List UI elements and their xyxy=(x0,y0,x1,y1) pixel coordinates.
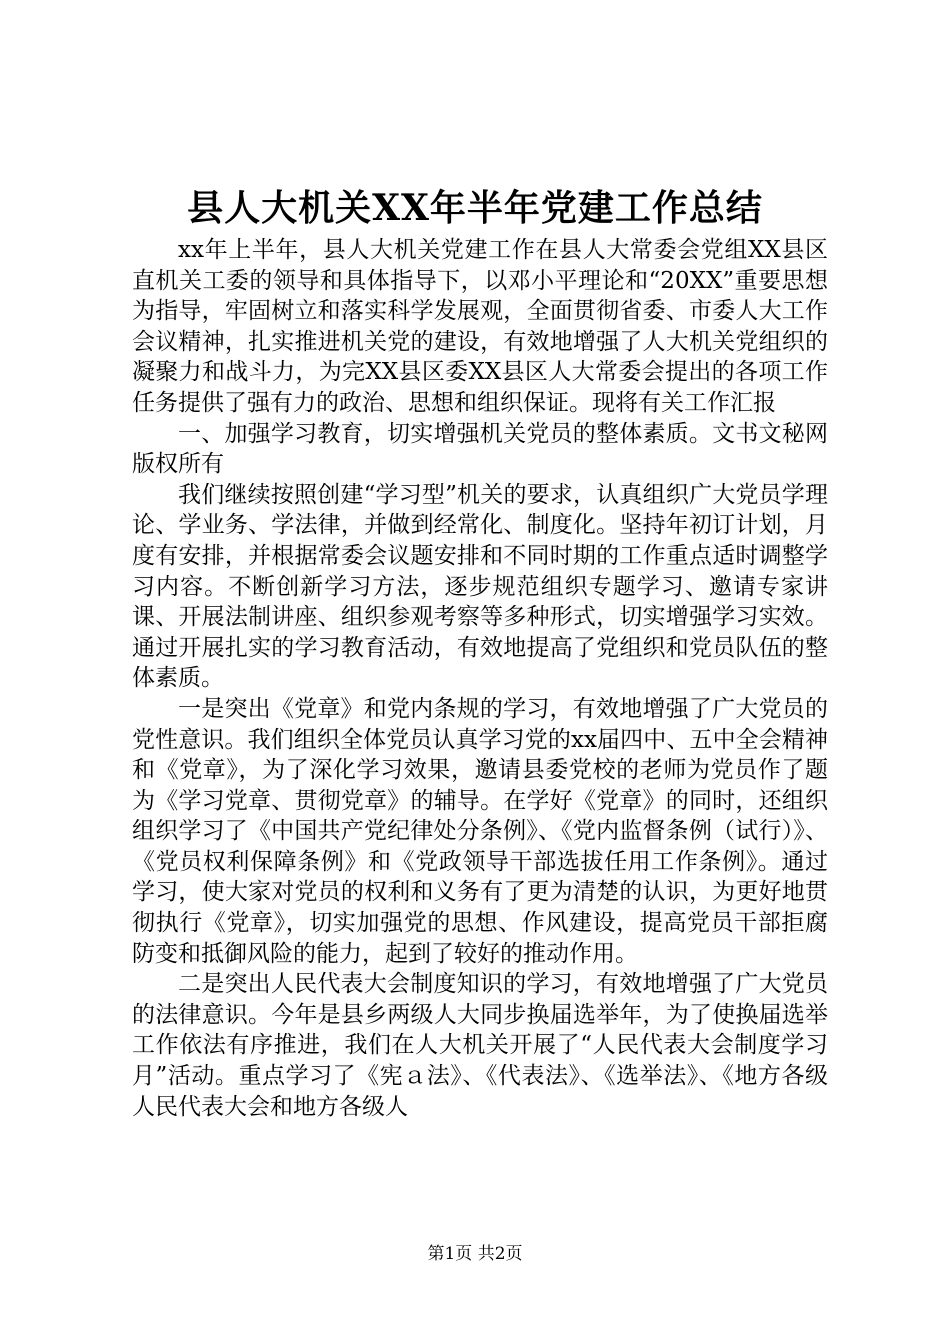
page-number-footer: 第1页 共2页 xyxy=(427,1244,523,1264)
document-body xyxy=(132,235,828,1122)
paragraph-section-heading: 一、加强学习教育，切实增强机关党员的整体素质。文书文秘网版权所有 xyxy=(132,420,828,478)
paragraph-party-charter-study: 一是突出《党章》和党内条规的学习，有效地增强了广大党员的党性意识。我们组织全体党员认真学习党的xx届四中、五中全会精神和《党章》，为了深化学习效果，邀请县委党校的老师为党员作了题为《学习党章、贯彻党章》的辅导。在学好《党章》的同时，还组织组织学习了《中国共产党纪律处分条例》、《党内监督条例（试行）》、《党员权利保障条例》和《党政领导干部选拔任用工作条例》。通过学习，使大家对党员的权利和义务有了更为清楚的认识，为更好地贯彻执行《党章》，切实加强党的思想、作风建设，提高党员干部拒腐防变和抵御风险的能力，起到了较好的推动作用。 xyxy=(132,695,828,967)
document-title: 县人大机关XX年半年党建工作总结 xyxy=(187,187,763,229)
paragraph-intro: xx年上半年，县人大机关党建工作在县人大常委会党组XX县区直机关工委的领导和具体指导下，以邓小平理论和“20XX”重要思想为指导，牢固树立和落实科学发展观，全面贯彻省委、市委人大工作会议精神，扎实推进机关党的建设，有效地增强了人大机关党组织的凝聚力和战斗力，为完XX县区委XX县区人大常委会提出的各项工作任务提供了强有力的政治、思想和组织保证。现将有关工作汇报 xyxy=(132,237,828,416)
paragraph-congress-system-study: 二是突出人民代表大会制度知识的学习，有效地增强了广大党员的法律意识。今年是县乡两级人大同步换届选举年，为了使换届选举工作依法有序推进，我们在人大机关开展了“人民代表大会制度学习月”活动。重点学习了《宪ａ法》、《代表法》、《选举法》、《地方各级人民代表大会和地方各级人 xyxy=(132,971,828,1120)
paragraph-study-overview: 我们继续按照创建“学习型”机关的要求，认真组织广大党员学理论、学业务、学法律，并做到经常化、制度化。坚持年初订计划，月度有安排，并根据常委会议题安排和不同时期的工作重点适时调整学习内容。不断创新学习方法，逐步规范组织专题学习、邀请专家讲课、开展法制讲座、组织参观考察等多种形式，切实增强学习实效。通过开展扎实的学习教育活动，有效地提高了党组织和党员队伍的整体素质。 xyxy=(132,481,828,692)
